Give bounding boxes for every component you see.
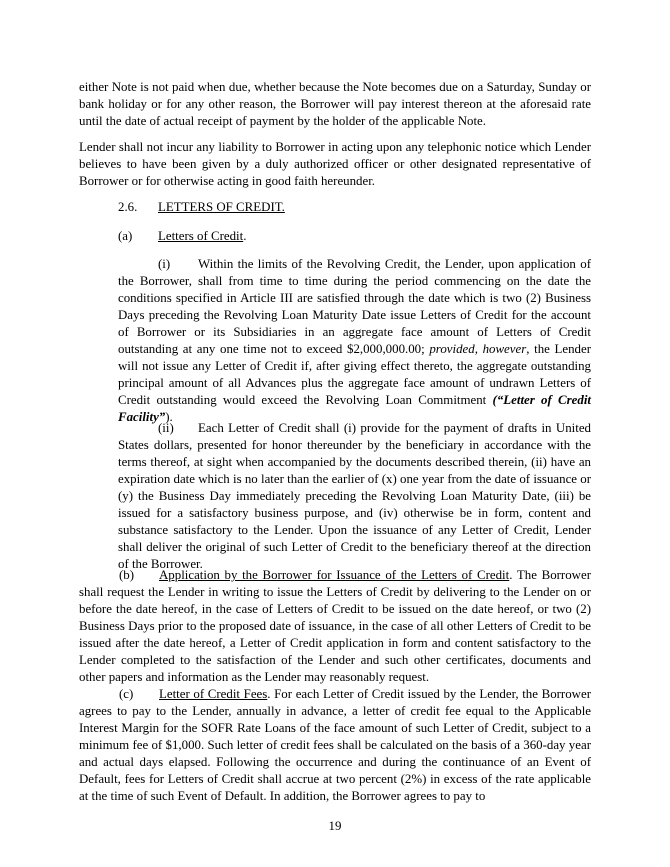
page-number: 19 [328,819,342,833]
section-heading-2-6: 2.6. LETTERS OF CREDIT. [118,200,285,214]
paragraph-a-ii: (ii) Each Letter of Credit shall (i) provide for the payment of drafts in United States dollars, presented for honor thereunder by the beneficiary in accordance with the terms thereof, at sight when accompanied by the documents described therein, (ii) have an expiration date which is no later than the earlier of (x) one year from the date of issuance or (y) the Business Day immediately preceding the Revolving Loan Maturity Date, (iii) be issued for a satisfactory business purpose, and (iv) otherwise be in form, content and substance satisfactory to the Lender. Upon the issuance of any Letter of Credit, Lender shall deliver the original of such Letter of Credit to the beneficiary thereof at the direction of the Borrower. [118,421,591,571]
paragraph-c: (c) Letter of Credit Fees. For each Letter of Credit issued by the Lender, the Borrower agrees to pay to the Lender, annually in advance, a letter of credit fee equal to the Applicable Interest Margin for the SOFR Rate Loans of the face amount of such Letter of Credit, subject to a minimum fee of $1,000. Such letter of credit fees shall be calculated on the basis of a 360-day year and actual days elapsed. Following the occurrence and during the continuance of an Event of Default, fees for Letters of Credit shall accrue at two percent (2%) in excess of the rate applicable at the time of such Event of Default. In addition, the Borrower agrees to pay to [79,687,591,803]
section-title: LETTERS OF CREDIT. [158,200,285,214]
paragraph-telephonic-notice: Lender shall not incur any liability to Borrower in acting upon any telephonic notice which Lender believes to have been given by a duly authorized officer or other designated representative of Borrower or for otherwise acting in good faith hereunder. [79,140,591,188]
paragraph-b: (b) Application by the Borrower for Issuance of the Letters of Credit. The Borrower shall request the Lender in writing to issue the Letters of Credit by delivering to the Lender on or before the date hereof, in the case of Letters of Credit to be issued on the date hereof, or two (2) Business Days prior to the proposed date of issuance, in the case of all other Letters of Credit to be issued after the date hereof, a Letter of Credit application in form and content satisfactory to the Lender completed to the satisfaction of the Lender and such other certificates, documents and other papers and information as the Lender may reasonably request. [79,568,591,684]
subsection-title-a: Letters of Credit [158,229,244,243]
paragraph-interest-continuation: either Note is not paid when due, whether because the Note becomes due on a Saturday, Sunday or bank holiday or for any other reason, the Borrower will pay interest thereon at the aforesaid rate until the date of actual receipt of payment by the holder of the applicable Note. [79,80,591,128]
paragraph-a-i: (i) Within the limits of the Revolving Credit, the Lender, upon application of the Borrower, shall from time to time during the period commencing on the date the conditions specified in Article III are satisfied through the date which is two (2) Business Days preceding the Revolving Loan Maturity Date issue Letters of Credit for the account of Borrower or its Subsidiaries in an aggregate face amount of Letters of Credit outstanding at any one time not to exceed $2,000,000.00; provided, however, the Lender will not issue any Letter of Credit if, after giving effect thereto, the aggregate outstanding principal amount of all Advances plus the aggregate face amount of undrawn Letters of Credit outstanding would exceed the Revolving Loan Commitment (“Letter of Credit Facility”). [118,257,592,424]
subsection-title-c: Letter of Credit Fees [159,687,268,701]
subsection-title-b: Application by the Borrower for Issuance of the Letters of Credit [159,568,510,582]
subsection-heading-a: (a) Letters of Credit. [118,229,247,243]
